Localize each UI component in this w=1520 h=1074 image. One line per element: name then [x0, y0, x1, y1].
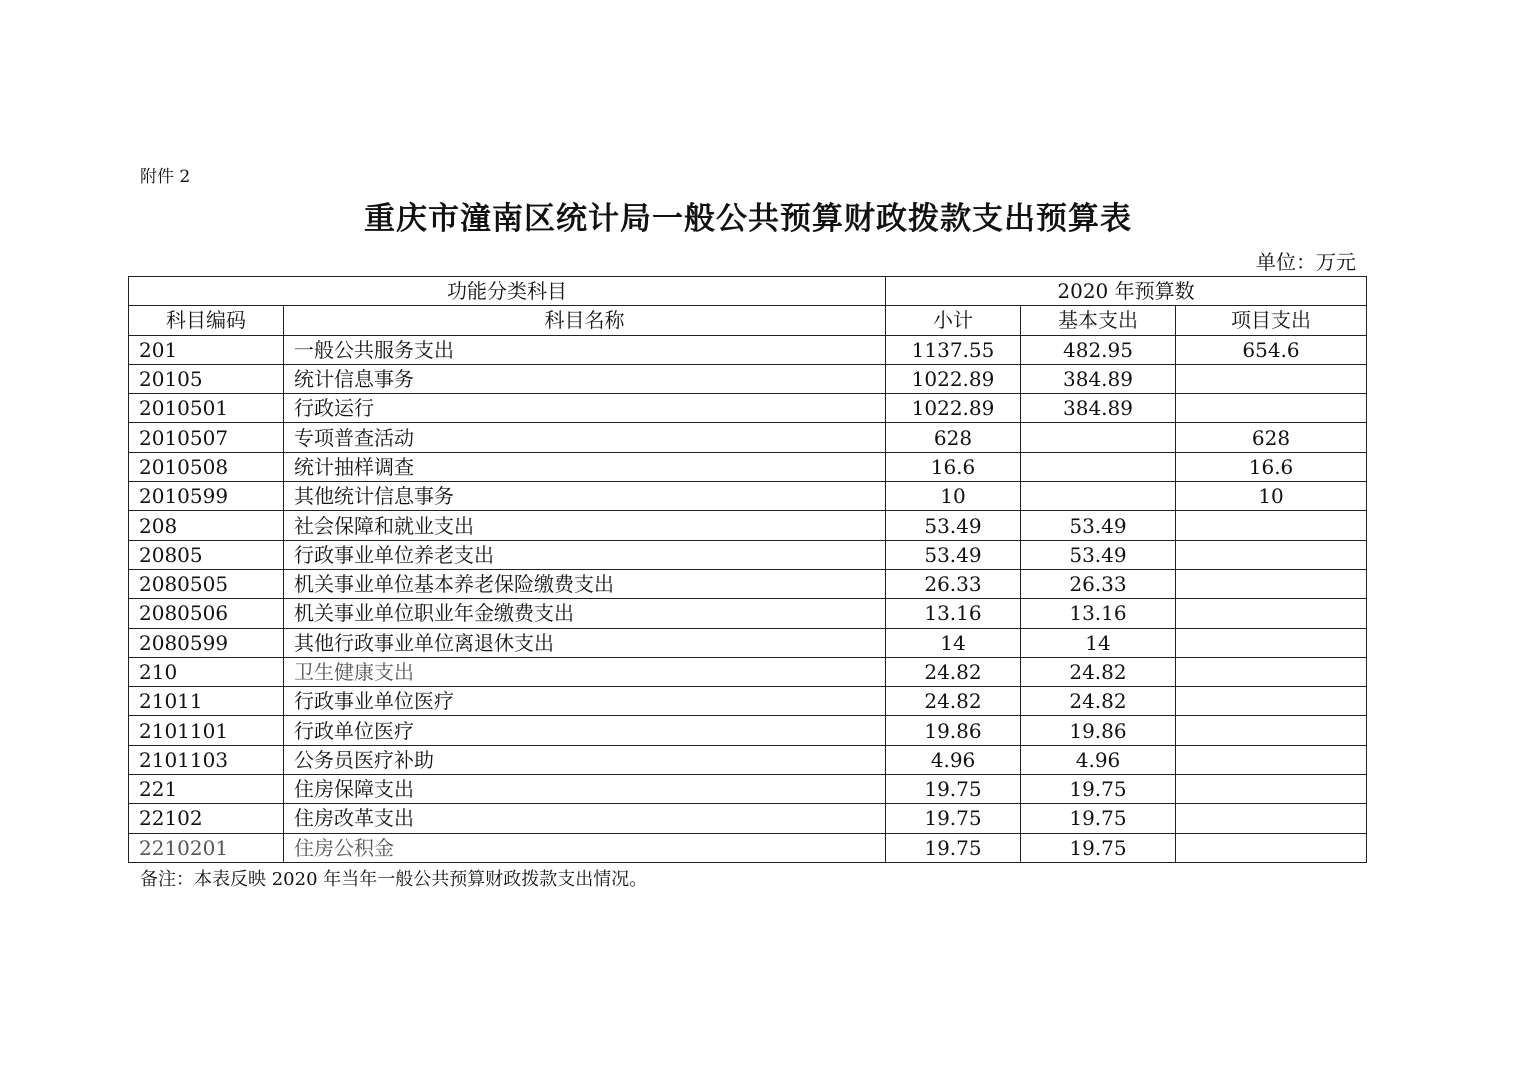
cell-basic: [1021, 452, 1176, 481]
budget-2020-header: 2020 年预算数: [886, 277, 1367, 306]
cell-code: 2010508: [129, 452, 284, 481]
cell-subtotal: 4.96: [886, 745, 1021, 774]
cell-code: 2210201: [129, 833, 284, 862]
cell-basic: 19.75: [1021, 833, 1176, 862]
cell-project: [1176, 687, 1367, 716]
table-row: [129, 745, 1367, 774]
cell-basic: 4.96: [1021, 745, 1176, 774]
table-row: [129, 775, 1367, 804]
cell-code: 201: [129, 335, 284, 364]
cell-name: 住房改革支出: [284, 804, 886, 833]
cell-project: [1176, 569, 1367, 598]
cell-basic: 24.82: [1021, 687, 1176, 716]
cell-code: 20105: [129, 364, 284, 393]
table-row: [129, 452, 1367, 481]
cell-project: 628: [1176, 423, 1367, 452]
cell-basic: [1021, 482, 1176, 511]
cell-project: [1176, 745, 1367, 774]
table-row: [129, 628, 1367, 657]
cell-subtotal: 19.75: [886, 775, 1021, 804]
attachment-label: 附件 2: [140, 167, 191, 187]
cell-subtotal: 14: [886, 628, 1021, 657]
column-header-row: [129, 306, 1367, 335]
cell-project: [1176, 833, 1367, 862]
cell-project: [1176, 540, 1367, 569]
column-header-name: 科目名称: [284, 306, 886, 335]
cell-code: 208: [129, 511, 284, 540]
cell-name: 卫生健康支出: [284, 657, 886, 686]
cell-basic: 384.89: [1021, 394, 1176, 423]
cell-project: [1176, 657, 1367, 686]
table-row: [129, 687, 1367, 716]
table-row: [129, 540, 1367, 569]
cell-project: [1176, 394, 1367, 423]
cell-subtotal: 19.75: [886, 833, 1021, 862]
budget-table: [128, 276, 1367, 863]
cell-subtotal: 1022.89: [886, 394, 1021, 423]
table-row: [129, 657, 1367, 686]
cell-basic: 19.75: [1021, 775, 1176, 804]
cell-code: 2080599: [129, 628, 284, 657]
cell-basic: 13.16: [1021, 599, 1176, 628]
column-header-subtotal: 小计: [886, 306, 1021, 335]
cell-basic: 53.49: [1021, 511, 1176, 540]
cell-project: 654.6: [1176, 335, 1367, 364]
cell-name: 其他行政事业单位离退休支出: [284, 628, 886, 657]
cell-code: 20805: [129, 540, 284, 569]
table-row: [129, 833, 1367, 862]
cell-basic: 482.95: [1021, 335, 1176, 364]
cell-project: 16.6: [1176, 452, 1367, 481]
cell-project: [1176, 628, 1367, 657]
cell-name: 机关事业单位基本养老保险缴费支出: [284, 569, 886, 598]
cell-subtotal: 26.33: [886, 569, 1021, 598]
cell-project: [1176, 599, 1367, 628]
table-row: [129, 599, 1367, 628]
table-row: [129, 716, 1367, 745]
cell-name: 其他统计信息事务: [284, 482, 886, 511]
cell-name: 专项普查活动: [284, 423, 886, 452]
cell-project: [1176, 511, 1367, 540]
cell-subtotal: 53.49: [886, 511, 1021, 540]
cell-basic: 384.89: [1021, 364, 1176, 393]
cell-subtotal: 24.82: [886, 657, 1021, 686]
cell-project: [1176, 364, 1367, 393]
cell-subtotal: 10: [886, 482, 1021, 511]
cell-name: 行政事业单位医疗: [284, 687, 886, 716]
table-row: [129, 364, 1367, 393]
cell-subtotal: 1022.89: [886, 364, 1021, 393]
cell-subtotal: 1137.55: [886, 335, 1021, 364]
cell-name: 住房公积金: [284, 833, 886, 862]
table-row: [129, 804, 1367, 833]
table-row: [129, 394, 1367, 423]
cell-name: 住房保障支出: [284, 775, 886, 804]
cell-subtotal: 53.49: [886, 540, 1021, 569]
cell-basic: [1021, 423, 1176, 452]
cell-code: 2080505: [129, 569, 284, 598]
cell-code: 210: [129, 657, 284, 686]
table-row: [129, 335, 1367, 364]
cell-name: 行政事业单位养老支出: [284, 540, 886, 569]
cell-name: 社会保障和就业支出: [284, 511, 886, 540]
column-header-project: 项目支出: [1176, 306, 1367, 335]
table-row: [129, 569, 1367, 598]
cell-name: 机关事业单位职业年金缴费支出: [284, 599, 886, 628]
unit-label: 单位：万元: [1256, 250, 1356, 274]
table-row: [129, 511, 1367, 540]
cell-name: 行政运行: [284, 394, 886, 423]
cell-code: 2080506: [129, 599, 284, 628]
cell-code: 221: [129, 775, 284, 804]
cell-subtotal: 13.16: [886, 599, 1021, 628]
column-header-basic: 基本支出: [1021, 306, 1176, 335]
cell-project: [1176, 804, 1367, 833]
cell-code: 22102: [129, 804, 284, 833]
cell-basic: 19.75: [1021, 804, 1176, 833]
cell-name: 统计信息事务: [284, 364, 886, 393]
cell-subtotal: 19.86: [886, 716, 1021, 745]
cell-subtotal: 16.6: [886, 452, 1021, 481]
cell-name: 一般公共服务支出: [284, 335, 886, 364]
cell-project: [1176, 775, 1367, 804]
cell-code: 2101101: [129, 716, 284, 745]
cell-project: [1176, 716, 1367, 745]
table-note: 备注：本表反映 2020 年当年一般公共预算财政拨款支出情况。: [140, 869, 648, 890]
cell-code: 2010507: [129, 423, 284, 452]
cell-name: 行政单位医疗: [284, 716, 886, 745]
cell-basic: 14: [1021, 628, 1176, 657]
cell-basic: 19.86: [1021, 716, 1176, 745]
cell-code: 2010501: [129, 394, 284, 423]
cell-name: 公务员医疗补助: [284, 745, 886, 774]
cell-name: 统计抽样调查: [284, 452, 886, 481]
cell-basic: 24.82: [1021, 657, 1176, 686]
cell-subtotal: 628: [886, 423, 1021, 452]
cell-basic: 53.49: [1021, 540, 1176, 569]
cell-subtotal: 24.82: [886, 687, 1021, 716]
cell-basic: 26.33: [1021, 569, 1176, 598]
cell-subtotal: 19.75: [886, 804, 1021, 833]
cell-code: 2010599: [129, 482, 284, 511]
cell-code: 21011: [129, 687, 284, 716]
table-row: [129, 482, 1367, 511]
cell-code: 2101103: [129, 745, 284, 774]
page-title: 重庆市潼南区统计局一般公共预算财政拨款支出预算表: [364, 201, 1132, 237]
cell-project: 10: [1176, 482, 1367, 511]
function-classification-header: 功能分类科目: [129, 277, 886, 306]
column-header-code: 科目编码: [129, 306, 284, 335]
group-header-row: [129, 277, 1367, 306]
table-row: [129, 423, 1367, 452]
